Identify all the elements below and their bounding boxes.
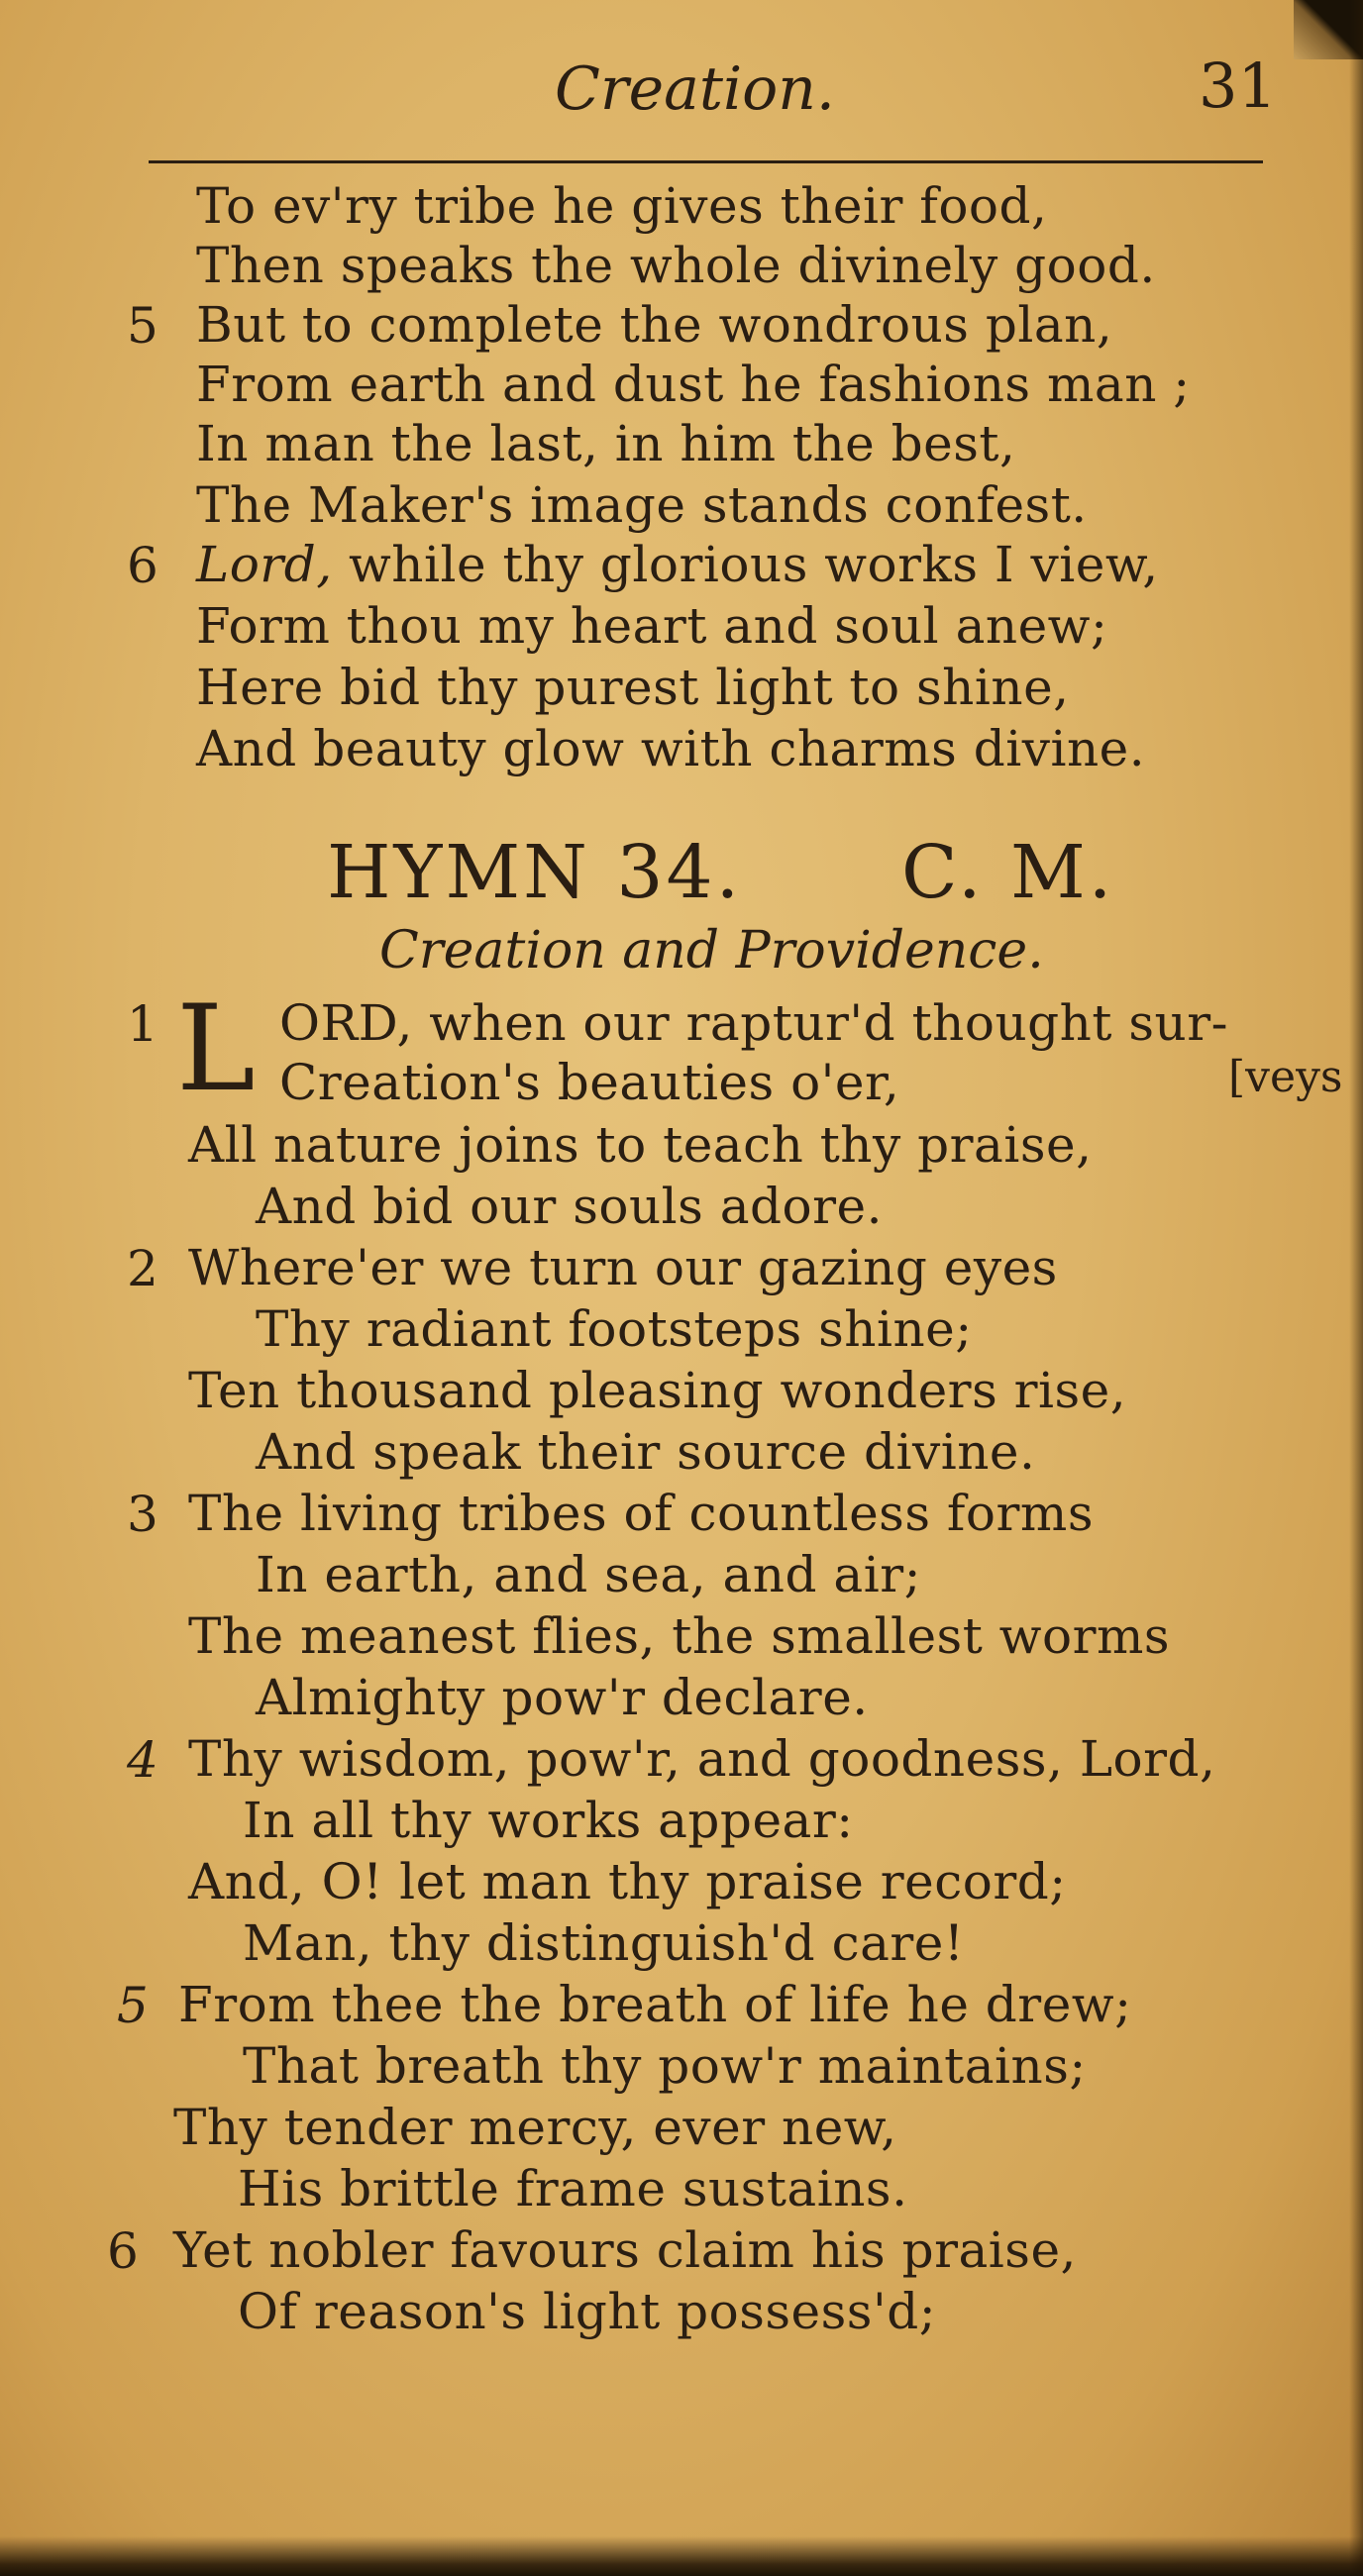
verse-line: In earth, and sea, and air; [256,1546,921,1603]
verse-line: Where'er we turn our gazing eyes [188,1239,1058,1296]
hymn-subtitle: Creation and Providence. [379,921,1044,980]
verse-line: In man the last, in him the best, [196,415,1016,472]
verse-number: 6 [107,2222,139,2280]
verse-line: His brittle frame sustains. [238,2160,908,2217]
verse-number: 4 [127,1731,158,1789]
verse-line: Almighty pow'r declare. [256,1669,869,1726]
verse-number: 5 [127,297,158,355]
verse-line-text: while thy glorious works I view, [332,536,1159,593]
turnover-text: [veys [1228,1052,1343,1102]
verse-line: Yet nobler favours claim his praise, [173,2221,1077,2279]
verse-line: From earth and dust he fashions man ; [196,356,1191,413]
verse-number: 6 [127,537,158,594]
verse-line: ORD, when our raptur'd thought sur- [279,994,1229,1052]
verse-number: 5 [117,1977,149,2034]
verse-number: 2 [127,1240,158,1297]
running-title: Creation. [555,54,836,124]
verse-line: In all thy works appear: [243,1792,854,1849]
verse-line: Of reason's light possess'd; [238,2283,937,2340]
verse-line: Man, thy distinguish'd care! [243,1914,965,1972]
continued-line: To ev'ry tribe he gives their food, [196,177,1048,235]
hymn-meter: C. M. [901,830,1115,915]
verse-number: 1 [127,995,158,1053]
verse-line: That breath thy pow'r maintains; [243,2037,1087,2095]
verse-line: Thy tender mercy, ever new, [173,2099,897,2156]
verse-line: And speak their source divine. [256,1423,1036,1481]
verse-line [196,537,1159,592]
verse-line: Thy radiant footsteps shine; [256,1300,973,1358]
verse-line: From thee the breath of life he drew; [178,1976,1132,2033]
verse-line: And beauty glow with charms divine. [196,720,1146,777]
verse-line: Here bid thy purest light to shine, [196,659,1070,716]
verse-line: Ten thousand pleasing wonders rise, [188,1362,1127,1419]
page-number: 31 [1199,50,1277,122]
page-bottom-edge [0,2536,1363,2576]
verse-lead-word: Lord, [196,536,333,593]
hymn-title: HYMN 34. [327,830,743,915]
verse-line: And bid our souls adore. [256,1178,884,1235]
continued-line: Then speaks the whole divinely good. [196,237,1156,294]
verse-line: Form thou my heart and soul anew; [196,597,1108,655]
verse-line: Creation's beauties o'er, [279,1054,900,1111]
header-rule [149,160,1263,163]
page-edge-shadow [1349,0,1363,2576]
verse-line: The living tribes of countless forms [188,1485,1094,1542]
verse-line: All nature joins to teach thy praise, [188,1116,1093,1174]
verse-line: But to complete the wondrous plan, [196,296,1113,354]
verse-line: The meanest flies, the smallest worms [188,1607,1171,1665]
verse-line: The Maker's image stands confest. [196,476,1088,534]
verse-number: 3 [127,1486,158,1543]
drop-cap: L [176,980,256,1118]
verse-line: And, O! let man thy praise record; [188,1853,1067,1910]
verse-line: Thy wisdom, pow'r, and goodness, Lord, [188,1730,1216,1788]
